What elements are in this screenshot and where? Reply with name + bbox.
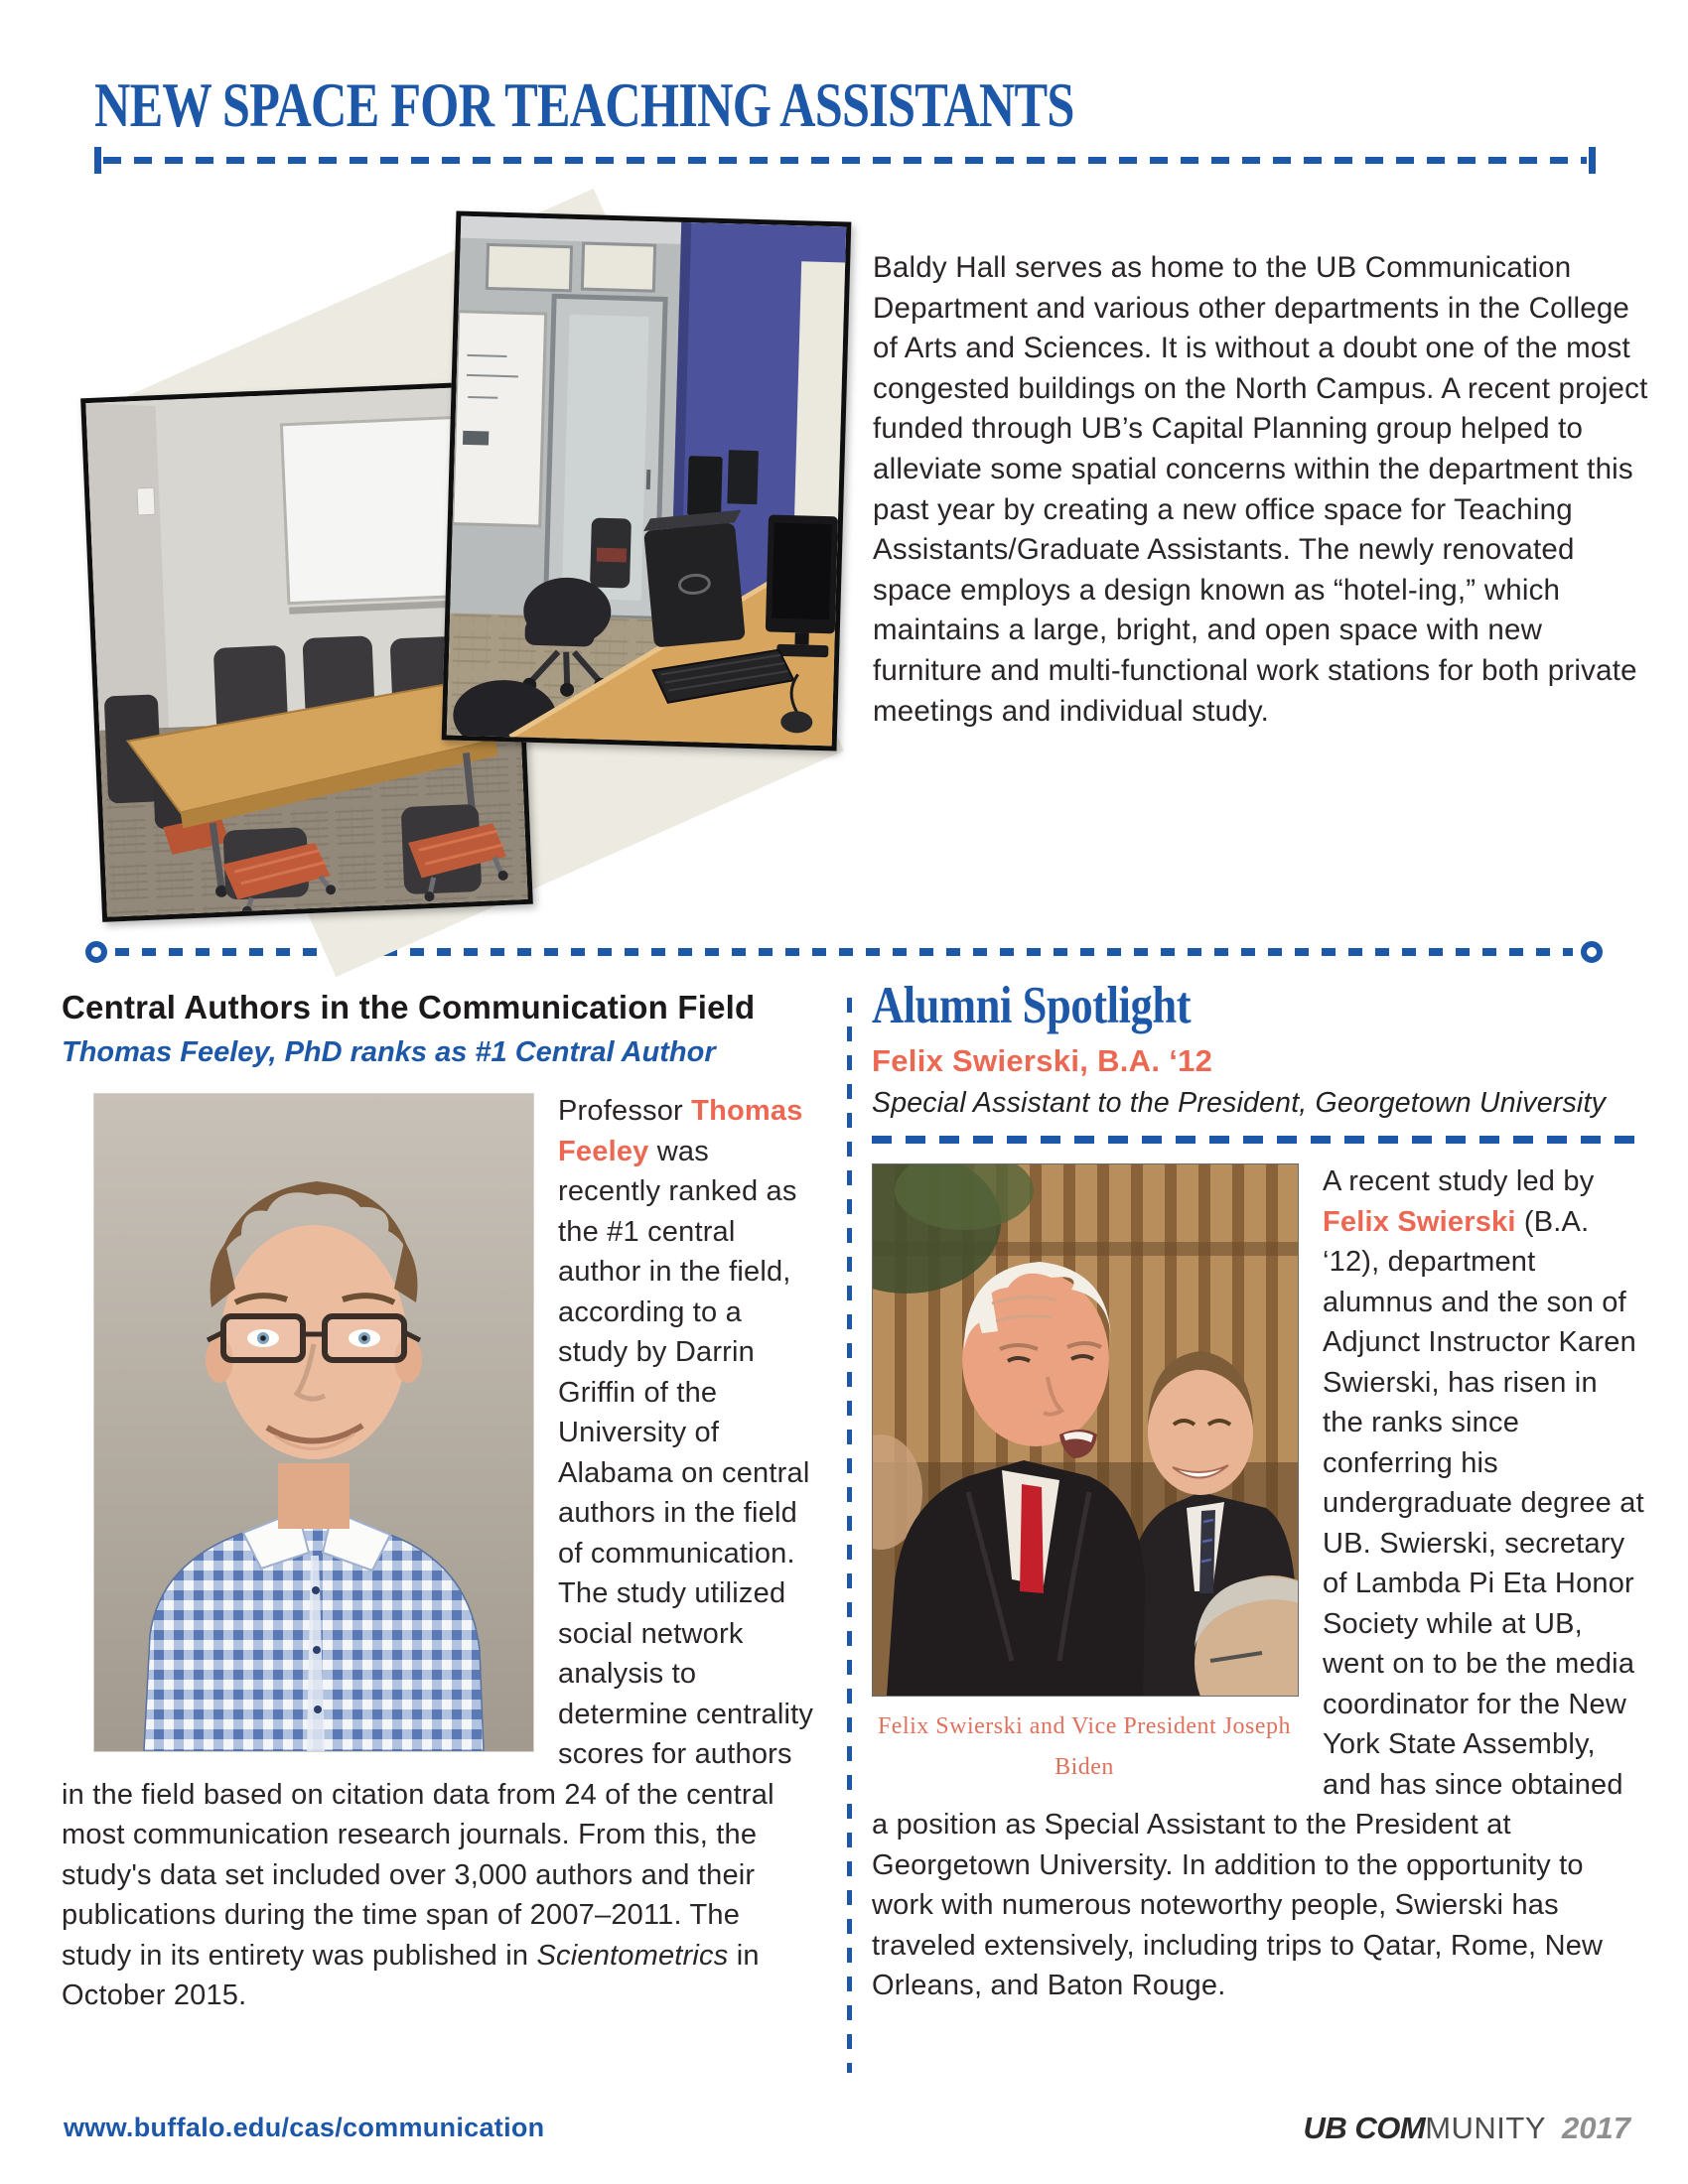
biden-felix-photo: [872, 1163, 1297, 1787]
wall-outlet: [137, 487, 155, 515]
logo-munity-text: MUNITY: [1425, 2111, 1547, 2145]
footer-url-link[interactable]: www.buffalo.edu/cas/communication: [64, 2113, 545, 2142]
right-article: [872, 976, 1644, 2006]
left-article-subheading: Thomas Feeley, PhD ranks as #1 Central Author: [62, 1036, 716, 1068]
highlighted-name: Felix Swierski: [1323, 1205, 1516, 1238]
highlighted-name: Thomas Feeley: [558, 1095, 803, 1167]
whiteboard: [453, 312, 546, 526]
photo-caption: Felix Swierski and Vice President Joseph Biden: [877, 1713, 1292, 1780]
top-dashed-rule: [94, 147, 1596, 174]
alumni-name-heading: Felix Swierski, B.A. ‘12: [872, 1043, 1213, 1078]
alumni-dashed-rule: [872, 1136, 1636, 1144]
computer-lab-photo: [442, 211, 852, 751]
left-article-body: Professor Thomas Feeley was recently ranked as the #1 central author in the field, according to a study by Darrin Griffin of the University of Alabama on central authors in the field of communication. The study utilized social network analysis to determine centrality scores for authors in the field based on citation data from 24 of the central most communication research journals. From this, the study's data set included over 3,000 authors and their publications during the time span of 2007–2011. The study in its entirety was published in Scientometrics in October 2015.: [62, 1095, 814, 2011]
feature-body-text: Baldy Hall serves as home to the UB Communication Department and various other departments in the College of Arts and Sciences. It is without a doubt one of the most congested buildings on the North Campus. A recent project funded through UB’s Capital Planning group helped to alleviate some spatial concerns within the department this past year by creating a new office space for Teaching Assistants/Graduate Assistants. The newly renovated space employs a design known as “hotel-ing,” which maintains a large, bright, and open space with new furniture and multi-functional work stations for both private meetings and individual study.: [873, 251, 1648, 728]
section-dashed-rule: [85, 941, 1603, 963]
right-article-body: A recent study led by Felix Swierski (B.A. ‘12), department alumnus and the son of Adjunct Instructor Karen Swierski, has risen in the ranks since conferring his undergraduate degree at UB. Swierski, secretary of Lambda Pi Eta Honor Society while at UB, went on to be the media coordinator for the New York State Assembly, and has since obtained a position as Special Assistant to the President at Georgetown University. In addition to the opportunity to work with numerous noteworthy people, Swierski has traveled extensively, including trips to Qatar, Rome, New Orleans, and Baton Rouge.: [872, 1165, 1644, 2001]
biden-felix-illustration: [872, 1163, 1299, 1697]
journal-title: Scientometrics: [536, 1939, 729, 1972]
professor-portrait-illustration: [93, 1093, 534, 1752]
computer-lab-illustration: [447, 216, 846, 747]
column-dashed-divider: [847, 998, 852, 2073]
neck: [278, 1463, 350, 1529]
logo-year: 2017: [1562, 2111, 1630, 2145]
page-title: NEW SPACE FOR TEACHING ASSISTANTS: [94, 70, 1074, 140]
left-article: [62, 989, 816, 2016]
dashed-line: [103, 157, 1587, 164]
logo-ubcom-text: UB COM: [1303, 2111, 1426, 2145]
alumni-role-line: Special Assistant to the President, Georgetown University: [872, 1087, 1607, 1119]
alumni-spotlight-heading: Alumni Spotlight: [872, 977, 1192, 1034]
window-shade: [794, 261, 845, 520]
left-article-heading: Central Authors in the Communication Field: [62, 989, 756, 1025]
ub-community-logo: [1303, 2111, 1630, 2146]
professor-portrait-photo: [93, 1093, 532, 1752]
